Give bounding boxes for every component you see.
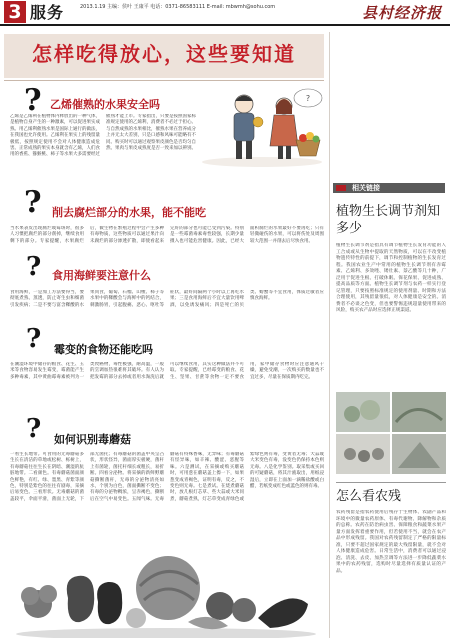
square-marker-icon	[336, 185, 346, 191]
question-mark-icon: ?	[26, 414, 42, 444]
question-mark-icon: ?	[26, 324, 42, 354]
svg-text:?: ?	[305, 94, 311, 103]
page-headline: 怎样吃得放心，这些要知道	[32, 42, 296, 66]
question-mark-icon: ?	[24, 185, 42, 220]
related-links-bar	[333, 183, 445, 193]
article-body-rotten-fruit: 当水果表皮出现腐烂或霉斑时，很多人习惯把腐烂的部分削掉，继续食用剩下的部分。专家提醒，水果腐烂后，微生物在繁殖过程中会产生多种有毒物质，这些物质可以通过果汁向未腐烂的部分渗透扩散，即使看起来完好的部分也可能已受到污染。特别是一些霉菌毒素毒性较强，长期少量摄入也可能危害健康。因此，已经大面积腐烂的水果最好不要再吃；只有轻微碰伤的水果，可以将伤处及周围较大范围一并削去后尽快食用。	[10, 226, 324, 244]
column-rule	[329, 32, 330, 638]
sidebar-body-pesticide-residue: 农药残留是指农药使用后残存于生物体、农副产品和环境中的微量农药原体、有毒代谢物、降解物和杂质的总称。农药在防治病虫害、保障粮食和蔬菜水果产量方面发挥着重要作用，但若使用不当，就会在农产品中形成残留。我国对农药残留制定了严格的限量标准，只要不超过国家规定的最大残留限量，就不会对人体健康造成危害。日常生活中，消费者可以通过浸泡、清洗、去皮、加热烹调等方法进一步降低蔬菜水果中的农药残留，选购时尽量选择有质量认证的产品。	[336, 510, 446, 574]
sidebar-title-pesticide-residue: 怎么看农残	[336, 489, 402, 504]
article-heading-ethylene: 乙烯催熟的水果安全吗	[50, 98, 160, 111]
article-body-ethylene: 乙烯是乙烯利在植物体内释放出的一种气体，是植物自身产生的一种激素，可以促进果实成熟。用乙烯利催熟水果是国际上通行的做法，在我国也允许使用。乙烯利在果实上的残留量极低，按照规定使用不会对人体健康造成危害。正常成熟的果实本身就含有乙烯，人们食用的香蕉、猕猴桃、柿子等水果大多需要经过催熟才能上市。专家指出，只要是按照国家标准规定使用的乙烯利，消费者不必过于担心。与自然成熟的水果相比，催熟水果在营养成分上并无太大差别，只是口感和风味可能略有不同。购买时可以通过观察果皮颜色是否均匀自然、果肉与果皮成熟度是否一致来加以辨别。	[10, 114, 196, 158]
article-body-poisonous-mushrooms: 一看生长地带。可食用的无毒蘑菇多生长在清洁的草地或松树、栎树上，有毒蘑菇往往生长在阴暗、潮湿的肮脏地带。二看颜色。有毒蘑菇菌面颜色鲜艳，有红、绿、墨黑、青紫等颜色，特别是紫色的往往有剧毒，采摘后易变色。三看形状。无毒蘑菇的菌盖较平，伞面平滑，菌面上无轮，下部无菌托；有毒蘑菇的菌盖中央呈凸状，形状怪异，菌面厚实板硬，菌秆上有菌轮，菌托秆细长或粗长，易折断。四看分泌物。将采摘的新鲜野蘑菇撕断菌秆，无毒的分泌物清亮如水，个别为白色，菌面撕断不变色；有毒的分泌物稠浓，呈赤褐色，撕断后在空气中易变色。五闻气味。无毒蘑菇有特殊香味，无异味；有毒蘑菇有怪异味，如辛辣、酸涩、恶腥等味。六是测试，在采摘或购买蘑菇时，可用葱在蘑菇盖上擦一下，如果葱变成青褐色，证明有毒，反之，不变色则无毒。七是煮试。在烧煮蘑菇时，放几根灯芯草、些大蒜或大米同煮，蘑菇煮熟，灯芯草变成青绿色或紫绿色则有毒，变黄者无毒；大蒜或大米变色有毒，没变色仍保持本色则无毒。八是化学鉴别。取采集或买回的可疑蘑菇，将其汁液取出，用纸浸湿后，立即在上面加一滴稀盐酸或白醋，若纸变成红色或蓝色的则有毒。	[10, 452, 324, 502]
cartoon-illustration	[200, 84, 324, 168]
sidebar-divider	[336, 482, 446, 483]
page-number: 3	[4, 1, 26, 23]
article-heading-poisonous-mushrooms: 如何识别毒蘑菇	[54, 433, 131, 446]
article-heading-seafood: 食用海鲜要注意什么	[52, 269, 151, 282]
sidebar-photos	[336, 392, 446, 474]
newspaper-logo: 县村经济报	[361, 4, 442, 22]
article-body-seafood: 食用海鲜，一是加工方法要得当，要彻底煮熟、蒸透，防止寄生虫和细菌引发疾病；二是不要与富含鞣酸的水果同食，葡萄、石榴、山楂、柿子等水果中的鞣酸会与海鲜中的钙结合，刺激肠胃，引起腹痛、恶心、呕吐等症状，最好间隔两个小时以上再吃水果；三是食用海鲜后不宜大量饮用啤酒，以免诱发痛风；四是死亡的贝类、螃蟹等不宜食用，体质过敏者应慎食海鲜。	[10, 290, 324, 308]
section-title: 服务	[30, 3, 65, 22]
question-mark-icon: ?	[26, 252, 42, 282]
sidebar-body-growth-regulators: 植物生长调节剂是指具有调节植物生长发育功能的人工合成或从生物中提取的天然物质，可以在不改变植物遗传特性的前提下，调节和控制植物的生长发育过程。我国农业生产中常用的植物生长调节剂有赤霉素、乙烯利、多效唑、矮壮素、萘乙酸等几十种，广泛用于促进生根、打破休眠、保花保果、促进成熟、提高品质等方面。植物生长调节剂与农药一样实行登记管理，只要按照标准规定的使用剂量、时期和方法合理使用，其残留量很低，对人体健康是安全的。消费者不必谈之色变，但也要警惕违规超量使用带来的风险，购买农产品时应选择正规渠道。	[336, 243, 446, 313]
question-mark-icon: ?	[24, 83, 42, 118]
related-links-label: 相关链接	[352, 184, 380, 192]
headline-divider	[4, 80, 324, 81]
article-heading-moldy-food: 霉变的食物还能吃吗	[54, 343, 153, 356]
issue-meta: 2013.1.19 主编：侯叶 王康平 电话：0371-86583111 E-mail: mbwmh@sohu.com	[80, 4, 276, 10]
sidebar-title-growth-regulators: 植物生长调节剂知多少	[336, 204, 441, 236]
article-heading-rotten-fruit: 削去腐烂部分的水果，能不能吃	[52, 206, 206, 219]
article-body-moldy-food: 在潮湿环境中储存的粮食、花生、玉米等食物容易发生霉变，霉菌能产生多种毒素，其中黄曲霉毒素被列为一类致癌物，毒性极强，耐高温，一般的烹调加热很难将其破坏。有人认为把发霉的部分去掉或者用水淘洗后就可以继续食用，其实这种做法并不可取。专家提醒，已经霉变的粮食、花生、坚果、甘蔗等食物一定不要食用，家中储存食物时应注意通风干燥，避免受潮，一次购买的数量也不宜过多，尽量在保质期内吃完。	[10, 362, 324, 380]
vegetables-photo	[8, 548, 324, 638]
page-header	[0, 0, 450, 26]
